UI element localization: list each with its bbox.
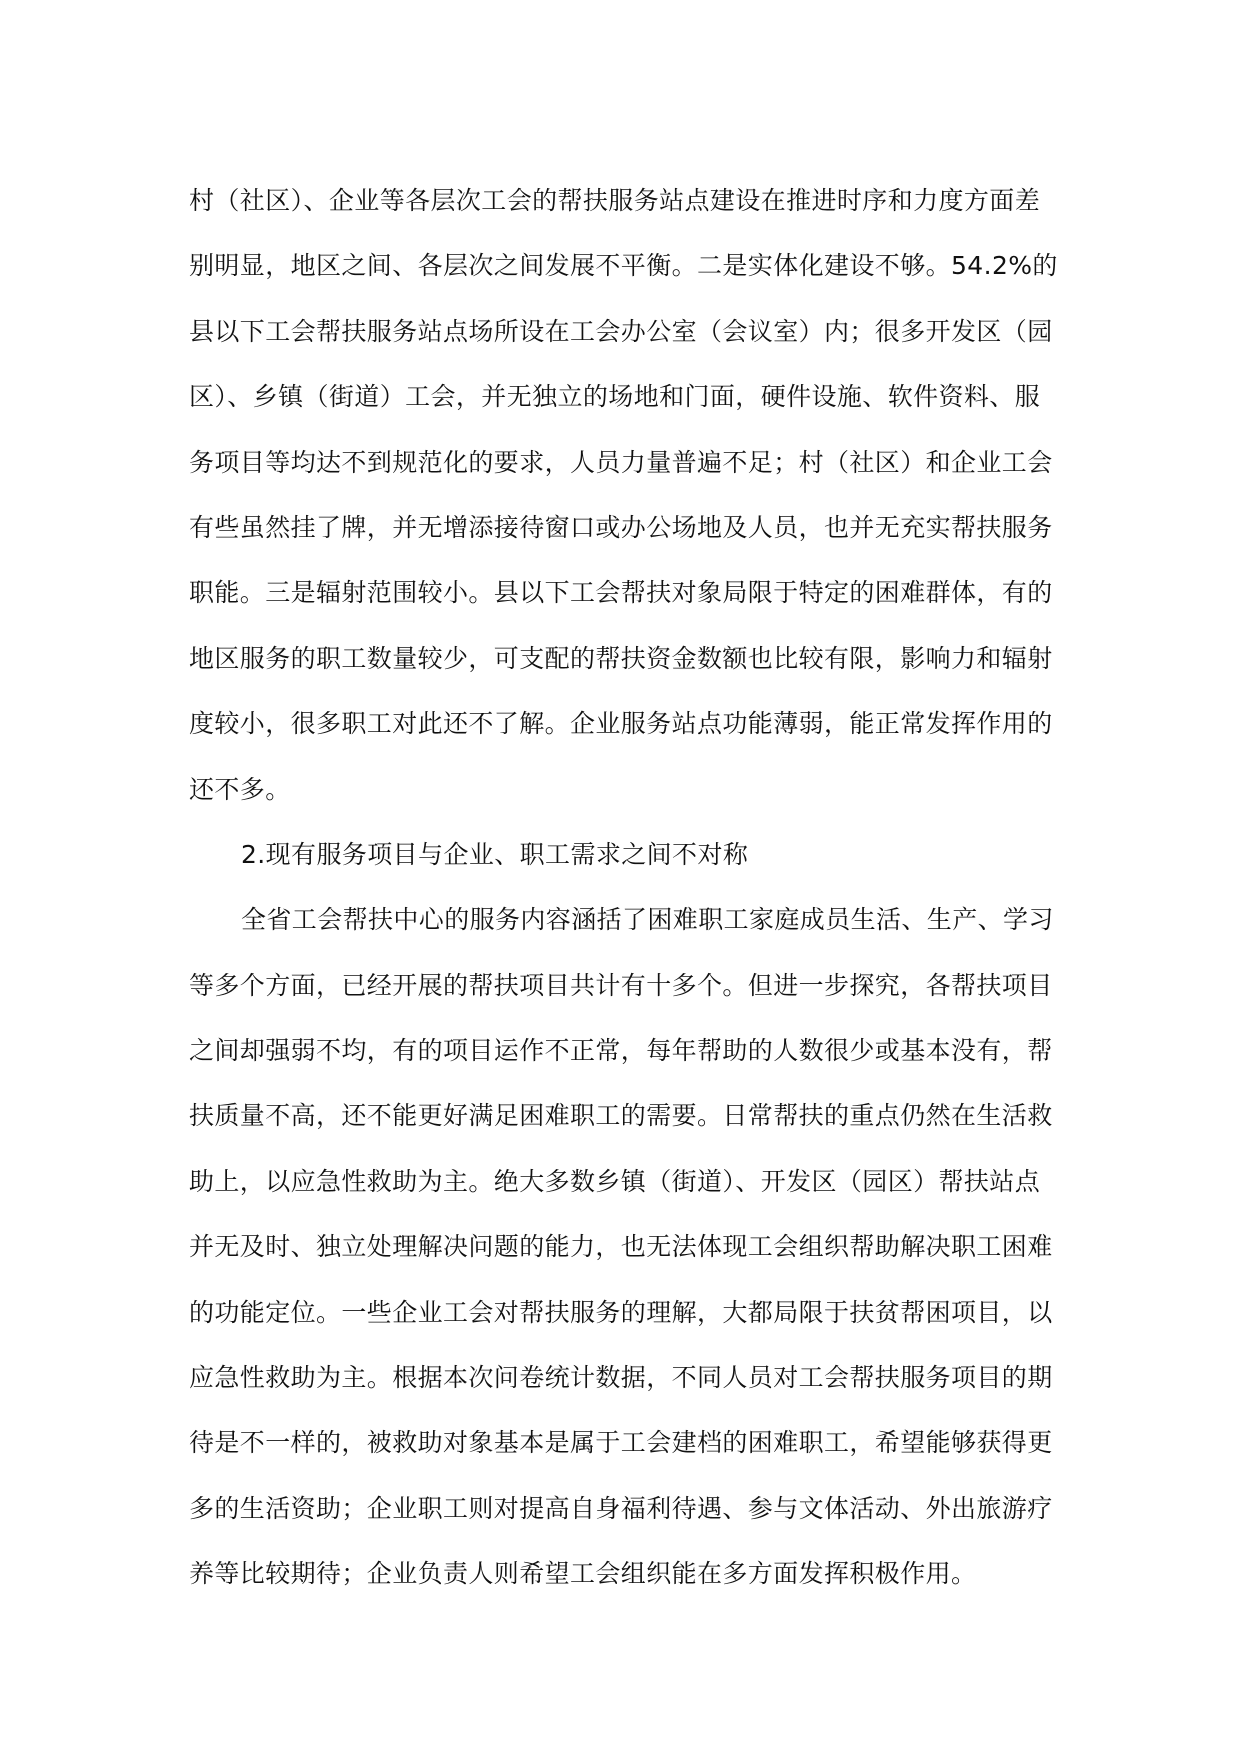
text-line: 助上，以应急性救助为主。绝大多数乡镇（街道）、开发区（园区）帮扶站点 [189, 1166, 1041, 1196]
section-heading: 2.现有服务项目与企业、职工需求之间不对称 [241, 839, 749, 869]
text-line: 有些虽然挂了牌，并无增添接待窗口或办公场地及人员，也并无充实帮扶服务 [189, 512, 1053, 542]
text-line: 还不多。 [189, 774, 291, 804]
text-line: 待是不一样的，被救助对象基本是属于工会建档的困难职工，希望能够获得更 [189, 1428, 1053, 1458]
text-line: 养等比较期待；企业负责人则希望工会组织能在多方面发挥积极作用。 [189, 1559, 977, 1589]
text-line: 并无及时、独立处理解决问题的能力，也无法体现工会组织帮助解决职工困难 [189, 1232, 1053, 1262]
text-line: 之间却强弱不均，有的项目运作不正常，每年帮助的人数很少或基本没有，帮 [189, 1036, 1053, 1066]
text-line: 务项目等均达不到规范化的要求，人员力量普遍不足；村（社区）和企业工会 [189, 447, 1053, 477]
text-line: 职能。三是辐射范围较小。县以下工会帮扶对象局限于特定的困难群体，有的 [189, 578, 1053, 608]
text-line: 地区服务的职工数量较少，可支配的帮扶资金数额也比较有限，影响力和辐射 [189, 643, 1053, 673]
body-text [189, 168, 1058, 1607]
text-line: 村（社区）、企业等各层次工会的帮扶服务站点建设在推进时序和力度方面差 [189, 186, 1041, 215]
text-line: 别明显，地区之间、各层次之间发展不平衡。二是实体化建设不够。54.2%的 [189, 251, 1058, 281]
text-line: 县以下工会帮扶服务站点场所设在工会办公室（会议室）内；很多开发区（园 [189, 316, 1053, 346]
text-line: 等多个方面，已经开展的帮扶项目共计有十多个。但进一步探究，各帮扶项目 [189, 970, 1053, 1000]
text-line: 区）、乡镇（街道）工会，并无独立的场地和门面，硬件设施、软件资料、服 [189, 382, 1041, 412]
text-line: 扶质量不高，还不能更好满足困难职工的需要。日常帮扶的重点仍然在生活救 [189, 1101, 1053, 1131]
text-line: 度较小，很多职工对此还不了解。企业服务站点功能薄弱，能正常发挥作用的 [189, 709, 1053, 739]
text-line: 的功能定位。一些企业工会对帮扶服务的理解，大都局限于扶贫帮困项目，以 [189, 1297, 1053, 1327]
text-line: 全省工会帮扶中心的服务内容涵括了困难职工家庭成员生活、生产、学习 [241, 905, 1054, 935]
text-line: 应急性救助为主。根据本次问卷统计数据，不同人员对工会帮扶服务项目的期 [189, 1363, 1053, 1393]
text-line: 多的生活资助；企业职工则对提高自身福利待遇、参与文体活动、外出旅游疗 [189, 1493, 1053, 1523]
